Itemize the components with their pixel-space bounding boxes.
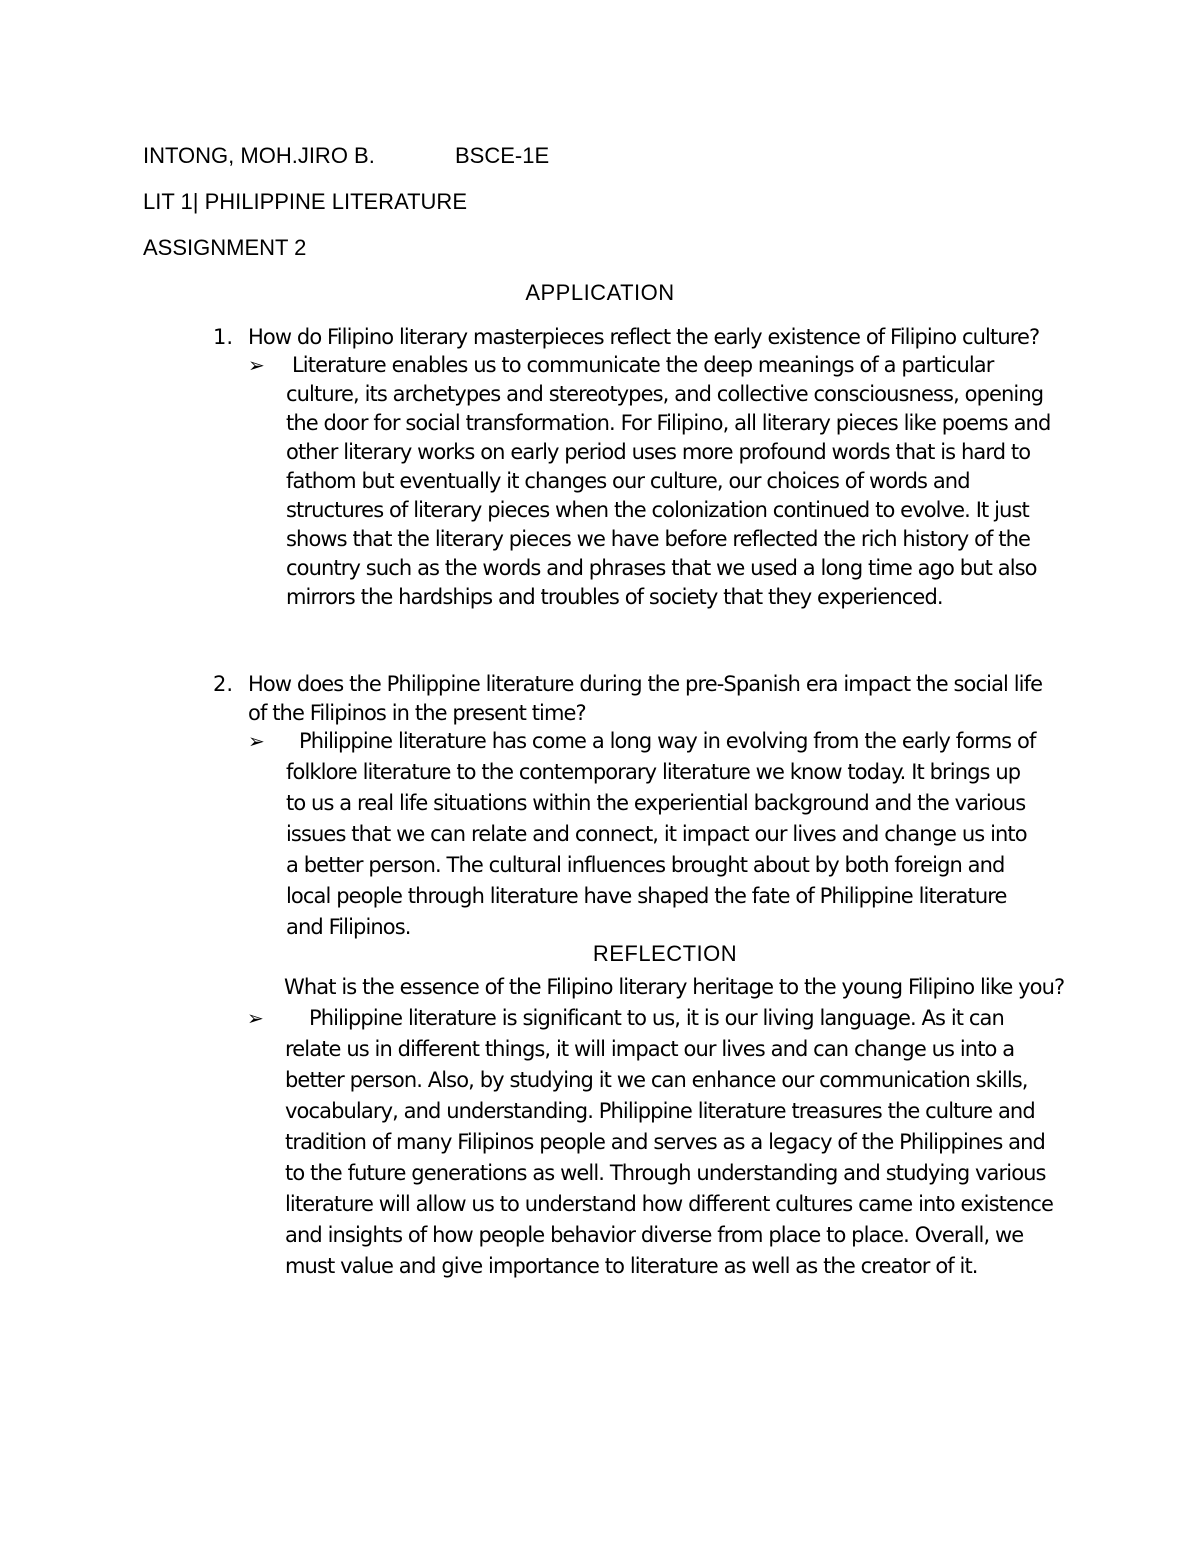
answer-text: Philippine literature has come a long way in evolving from the early forms of folklore literature to the contemporary literature we know today. It brings up to us a real life situations within the experiential background and the various issues that we can relate and connect, it impact our lives and change us into a better person. The cultural influences brought about by both foreign and local people through literature have shaped the fate of Philippine literature and Filipinos. <box>286 729 1036 939</box>
assignment-title: ASSIGNMENT 2 <box>143 235 307 260</box>
reflection-question: What is the essence of the Filipino literary heritage to the young Filipino like you? <box>284 975 1065 999</box>
question-text: How does the Philippine literature during the pre-Spanish era impact the social life of the Filipinos in the present time? <box>248 672 1043 725</box>
question-1 <box>213 323 1063 352</box>
arrow-bullet-icon: ➢ <box>248 353 265 377</box>
answer-2 <box>248 726 1038 943</box>
arrow-bullet-icon: ➢ <box>248 729 265 753</box>
student-course: BSCE-1E <box>455 143 550 168</box>
question-text: How do Filipino literary masterpieces reflect the early existence of Filipino culture? <box>248 325 1040 349</box>
reflection-heading: REFLECTION <box>592 941 738 966</box>
application-heading: APPLICATION <box>525 280 675 305</box>
subject-title: LIT 1| PHILIPPINE LITERATURE <box>143 189 467 214</box>
answer-text: Literature enables us to communicate the deep meanings of a particular culture, its archetypes and stereotypes, and collective consciousness, opening the door for social transformation. For Filipino, all literary pieces like poems and other literary works on early period uses more profound words that is hard to fathom but eventually it changes our culture, our choices of words and structures of literary pieces when the colonization continued to evolve. It just shows that the literary pieces we have before reflected the rich history of the country such as the words and phrases that we used a long time ago but also mirrors the hardships and troubles of society that they experienced. <box>286 353 1051 609</box>
reflection-answer <box>247 1003 1062 1282</box>
question-number: 1. <box>213 325 234 349</box>
answer-1 <box>248 351 1063 612</box>
student-name: INTONG, MOH.JIRO B. <box>143 143 375 168</box>
answer-text: Philippine literature is significant to us, it is our living language. As it can relate us in different things, it will impact our lives and can change us into a better person. Also, by studying it we can enhance our communication skills, vocabulary, and understanding. Philippine literature treasures the culture and tradition of many Filipinos people and serves as a legacy of the Philippines and to the future generations as well. Through understanding and studying various literature will allow us to understand how different cultures came into existence and insights of how people behavior diverse from place to place. Overall, we must value and give importance to literature as well as the creator of it. <box>285 1006 1054 1278</box>
question-2 <box>213 670 1063 727</box>
question-number: 2. <box>213 672 234 696</box>
arrow-bullet-icon: ➢ <box>247 1006 264 1030</box>
